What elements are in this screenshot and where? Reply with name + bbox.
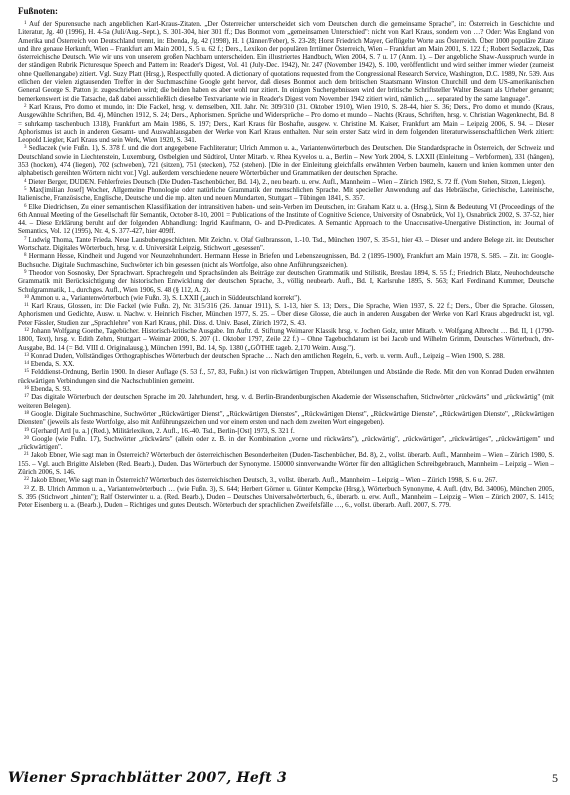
- footnote-number: 1: [24, 21, 27, 26]
- footnote-text: Jakob Ebner, Wie sagt man in Österreich? Wörterbuch der österreichischen Besonderheiten (Duden-Taschenbücher, Bd. 8), 2., vollst. überarb. Aufl., Mannheim – Wien – Zürich 1980, S. 155. – Vgl. auch Brigitte Alsleben (Red. Bearb.), Duden. Das Wörterbuch der Synonyme. 150000 sinnverwandte Wörter für den alltäglichen Schreibgebrauch, Mannheim – Leipzig – Wien – Zürich 2006, S. 146.: [18, 451, 554, 477]
- footnote-5: [18, 186, 554, 203]
- footnote-number: 18: [24, 410, 29, 416]
- footnote-23: [18, 485, 554, 510]
- footnote-number: 4: [24, 178, 27, 184]
- footnote-text: Z. B. Ulrich Ammon u. a., Variantenwörterbuch … (wie Fußn. 3), S. 644; Herbert Görner u. Günter Kempcke (Hrsg.), Wörterbuch Synonyme, 4. Aufl. (dtv, Bd. 34006), München 2005, S. 395 (Stichwort „hinten"); Ralf Osterwinter u. a. (Red. Bearb.), Duden – Deutsches Universalwörterbuch, 6., überarb. u. erw. Aufl., Mannheim – Leipzig – Wien – Zürich 2007, S. 1415; Peter Eisenberg u. a. (Bearb.), Duden – Richtiges und gutes Deutsch. Wörterbuch der sprachlichen Zweifelsfälle …, 6., vollst. überarb. Aufl. 2007, S. 779.: [18, 484, 554, 510]
- footnotes-list: [18, 20, 554, 765]
- footnote-18: [18, 410, 554, 427]
- footnote-13: [18, 352, 554, 360]
- footnote-text: Johann Wolfgang Goethe, Tagebücher. Historisch-kritische Ausgabe. Im Auftr. d. Stiftung Weimarer Klassik hrsg. v. Jochen Golz, unter Mitarb. v. Wolfgang Albrecht … Bd. II, 1 (1790-1800, Text), hrsg. v. Edith Zehm, Stuttgart – Weimar 2000, S. 207 (1. Oktober 1797, Zeile 22 f.) – Ohne Tagebuchdatum ist bei Jacob und Wilhelm Grimm, Deutsches Wörterbuch, dtv-Ausgabe, Bd. 14 (= Bd. VIII d. Originalausg.), München 1991, Bd. 14, Sp. 1380 („GÖTHE tageb. 2,170 Weim. Ausg.").: [18, 326, 554, 352]
- footnote-text: Auf der Spurensuche nach angeblichen Karl-Kraus-Zitaten. „Der Österreicher unterscheidet sich vom Deutschen durch die gemeinsame Sprache", in: Österreich in Geschichte und Literatur, Jg. 40 (1996), H. 4-5a (Juli/Aug.-Sept.), S. 301-304, hier 301 ff.; Das Bonmot vom „gemeinsamen Unterschied": nicht von Karl Kraus, sondern von …? Oder: Was England von Amerika und Österreich von Deutschland trennt, in: Ebenda, Jg. 42 (1998), H. 1 (Jänner/Feber), S. 23-28; Horst Friedrich Mayer, Geflügelte Worte aus Österreich. Über 1000 populäre Zitate und ihre genaue Herkunft, Wien – Frankfurt am Main 2001, S. 5 u. 62 f.; Ders., Lexikon der populären Irrtümer Österreich, Wien – Frankfurt am Main 2001, S. 122 f.; Robert Sedlaczek, Das österreichische Deutsch. Wie wir uns von unserem großen Nachbarn unterscheiden. Ein illustriertes Handbuch, Wien 2004, S. 7 u. 17 (Anm. 1). – Der angebliche Shaw-Ausspruch wurde in der ständigen Rubrik Picturesque Speech and Pattern in: Reader's Digest, Vol. 41 (July-Dec. 1942), Nr. 247 (November 1942), S. 100, veröffentlicht und wird seither immer wieder (zumeist ohne Quellenangabe) zitiert. Vgl. Suzy Platt (Hrsg.), Respectfully quoted. A dictionary of quotations requested from the Congressional Research Service, Washington, D.C. 1989, Nr. 539. Aus etlichen der vielen zigtausenden Treffer in der Suchmaschine Google geht hervor, daß dieses Bonmot auch dem britischen Staatsmann Winston Churchill und dem US-amerikanischen General George S. Patton jr. zugeschrieben wird; die beiden haben es aber wohl nur zitiert. In einigen Suchergebnissen wird der britische Schriftsteller Walter Besant als Urheber genannt; bemerkenswert ist die Tatsache, daß dabei ausschließlich dieselbe Textvariante wie in Reader's Digest vom November 1942 zitiert wird, nämlich „… separated by the same language".: [18, 20, 554, 103]
- footnote-number: 7: [24, 236, 27, 242]
- footnote-21: [18, 451, 554, 476]
- footnote-text: Elke Diedrichsen, Zu einer semantischen Klassifikation der intransitiven haben- und sein-Verben im Deutschen, in: Graham Katz u. a. (Hrsg.), Sinn & Bedeutung VI (Proceedings of the 6th Annual Meeting of the Gesellschaft für Semantik, October 8-10, 2001 = Publications of the Institute of Cognitive Science, University of Osnabrück, Vol 1), Osnabrück 2002, S. 37-52, hier 44. – Diese Erklärung beruht auf der folgenden Abhandlung: Ingrid Kaufmann, O- and D-Predicates. A Semantic Approach to the Unaccusative-Unergative Distinction, in: Journal of Semantics, Vol. 12 (1995), Nr. 4, S. 377-427, hier 409ff.: [18, 202, 554, 236]
- footnote-number: 22: [24, 477, 29, 483]
- footnote-number: 17: [24, 394, 29, 400]
- footnote-text: Google (wie Fußn. 17), Suchwörter „rückwärts" (allein oder z. B. in der Kombination „vorne und rückwärts"), „rückwärtig", „rückwärtiger", „rückwärtiges", „rückwärtigem" und „rückwärtigen".: [18, 434, 554, 452]
- footnote-11: [18, 302, 554, 327]
- footnote-8: [18, 252, 554, 269]
- footnote-number: 12: [24, 327, 29, 333]
- footnote-text: Das digitale Wörterbuch der deutschen Sprache im 20. Jahrhundert, hrsg. v. d. Berlin-Brandenburgischen Akademie der Wissenschaften, Stichwörter „rückwärts" und „rückwärtig" (mit weiteren Belegen).: [18, 393, 554, 410]
- footnote-4: [18, 178, 554, 186]
- footnote-number: 14: [24, 361, 29, 367]
- footnote-number: 21: [24, 452, 29, 458]
- footnote-3: [18, 144, 554, 177]
- footnote-text: Karl Kraus, Glossen, in: Die Fackel (wie Fußn. 2), Nr. 315/316 (26. Januar 1911), S. 1-13, hier S. 13; Ders., Die Sprache, Wien 1937, S. 22 f.; Ders., Über die Sprache. Glossen, Aphorismen und Gedichte, Ausw. u. Nachw. v. Heinrich Fischer, München 1977, S. 25. – Über diese Glosse, die auch in anderen Ausgaben der Werke von Karl Kraus abgedruckt ist, vgl. Peter Fässler, Studien zur „Sprachlehre" von Karl Kraus, phil. Diss. d. Univ. Basel, Zürich 1972, S. 43.: [18, 302, 554, 327]
- footnote-2: [18, 103, 554, 144]
- footnotes-heading: Fußnoten:: [18, 6, 59, 16]
- footnote-19: [18, 427, 554, 435]
- footnote-text: Ebenda, S. 93.: [30, 385, 72, 394]
- footnote-number: 16: [24, 386, 29, 392]
- footnote-7: [18, 236, 554, 253]
- footnote-number: 5: [24, 186, 27, 192]
- footnote-text: Konrad Duden, Vollständiges Orthographisches Wörterbuch der deutschen Sprache … Nach den amtlichen Regeln, 6., verb. u. verm. Aufl., Leipzig – Wien 1900, S. 288.: [30, 351, 505, 360]
- footnote-1: [18, 20, 554, 103]
- footnote-text: Dieter Berger, DUDEN. Fehlerfreies Deutsch (Die Duden-Taschenbücher, Bd. 14), 2., neu bearb. u. erw. Aufl., Mannheim – Wien – Zürich 1982, S. 72 ff. (Vom Stehen, Sitzen, Liegen).: [28, 177, 546, 186]
- footnote-number: 19: [24, 427, 29, 433]
- footnote-17: [18, 393, 554, 410]
- footnote-number: 8: [24, 253, 27, 259]
- journal-title: Wiener Sprachblätter 2007, Heft 3: [8, 770, 287, 786]
- footnote-text: Felddienst-Ordnung, Berlin 1900. In dieser Auflage (S. 53 f., 57, 83, Fußn.) ist von rückwärtigen Truppen, Abteilungen und Abstände die Rede. Mit den von Konrad Duden erwähnten rückwärtigen Verbindungen sind die Nachschublinien gemeint.: [18, 368, 554, 385]
- footnote-number: 10: [24, 294, 29, 300]
- footnote-20: [18, 435, 554, 452]
- footnote-text: Sedlaczek (wie Fußn. 1), S. 378 f. und die dort angegebene Fachliteratur; Ulrich Ammon u. a., Variantenwörterbuch des Deutschen. Die Standardsprache in Österreich, der Schweiz und Deutschland sowie in Liechtenstein, Luxemburg, Ostbelgien und Südtirol, Unter Mitarb. v. Rhea Kyvelos u. a., Berlin – New York 2004, S. LXXII (Einleitung – Verbformen), 331 (hängen), 353 (hocken), 474 (liegen), 702 (schweben), 721 (sitzen), 751 (stecken), 752 (stehen). [Die in der Einleitung gleichfalls erwähnten Verben baumeln, kauern und knien kommen unter den alphabetisch gereihten Wörtern nicht vor.] Vgl. außerdem verschiedene neuere Wörterbücher und Grammatiken der deutschen Sprache.: [18, 144, 554, 178]
- footnote-6: [18, 203, 554, 236]
- footnote-number: 6: [24, 203, 27, 209]
- footnote-number: 15: [24, 369, 29, 375]
- footnote-number: 2: [24, 103, 27, 109]
- footnote-text: Jakob Ebner, Wie sagt man in Österreich? Wörterbuch des österreichischen Deutsch, 3., vollst. überarb. Aufl., Mannheim – Leipzig – Wien – Zürich 1998, S. 6 u. 267.: [30, 476, 498, 485]
- footnote-number: 20: [24, 435, 29, 441]
- footnote-text: Max[imilian Josef] Wocher, Allgemeine Phonologie oder natürliche Grammatik der menschlichen Sprache. Mit specieller Anwendung auf das Hebräische, Griechische, Lateinische, Italienische, Französische, Englische, Deutsche und die mp. alten und neuen Mundarten, Stuttgart – Tübingen 1841, S. 357.: [18, 185, 554, 203]
- footnote-text: Google. Digitale Suchmaschine, Suchwörter „Rückwärtiger Dienst", „Rückwärtigen Dienstes", „Rückwärtigen Dienst", „Rückwärtige Dienste", „Rückwärtigen Dienste", „Rückwärtigen Diensten" (jeweils als feste Wortfolge, also mit Anführungszeichen und vor einem ersten und nach dem zweiten Wort eingegeben).: [18, 409, 554, 427]
- footnote-22: [18, 476, 554, 484]
- footnote-9: [18, 269, 554, 294]
- page-footer: [0, 770, 570, 792]
- footnote-12: [18, 327, 554, 352]
- footnote-text: Ebenda, S. XX.: [30, 360, 75, 369]
- footnote-number: 23: [24, 485, 29, 491]
- footnote-text: Hermann Hesse, Kindheit und Jugend vor Neunzehnhundert. Hermann Hesse in Briefen und Lebenszeugnissen, Bd. 2 (1895-1900), Frankfurt am Main 1978, S. 585. – Zit. in: Google-Buchsuche. Digitale Suchmaschine, Suchwörter ich bin gesessen (nicht als Wortfolge, also ohne Anführungszeichen).: [18, 252, 554, 269]
- footnote-text: Karl Kraus, Pro domo et mundo, in: Die Fackel, hrsg. v. demselben, XII. Jahr. Nr. 309/310 (31. Oktober 1910), Wien 1910, S. 28-44, hier S. 36; Ders., Pro domo et mundo (Kraus, Ausgewählte Schriften, Bd. 4), München 1912, S. 24; Ders., Aphorismen. Sprüche und Widersprüche – Pro domo et mundo – Nachts (Kraus, Schriften, hrsg. v. Christian Wagenknecht, Bd. 8 = suhrkamp taschenbuch 1318), Frankfurt am Main 1986, S. 197; Ders., Karl Kraus für Boshafte, ausgew. v. Christine M. Kaiser, Frankfurt am Main – Leipzig 2006, S. 94. – Dieser Aphorismus ist auch in anderen Gesamt- und Auswahlausgaben der Werke von Karl Kraus enthalten. Nur sein erster Satz wird in dem folgenden literaturwissenschaftlichen Werk zitiert: Leopold Liegler, Karl Kraus und sein Werk, Wien 1920, S. 341.: [18, 102, 554, 145]
- footnote-text: Ammon u. a., Variantenwörterbuch (wie Fußn. 3), S. LXXII („auch in Süddeutschland korrekt").: [30, 293, 302, 302]
- footnote-text: Ludwig Thoma, Tante Frieda. Neue Lausbubengeschichten. Mit Zeichn. v. Olaf Gulbransson, 1.-10. Tsd., München 1907, S. 35-51, hier 43. – Dieser und andere Belege zit. in: Deutscher Wortschatz. Digitales Wörterbuch, hrsg. v. d. Universität Leipzig, Stichwort „gesessen".: [18, 235, 554, 253]
- footnote-15: [18, 368, 554, 385]
- footnote-number: 13: [24, 352, 29, 358]
- footnote-text: Theodor von Sosnosky, Der Sprachwart. Sprachregeln und Sprachsünden als Beiträge zur deutschen Grammatik und Stilistik, Breslau 1894, S. 55 f.; Friedrich Blatz, Neuhochdeutsche Grammatik mit Berücksichtigung der historischen Entwicklung der deutschen Sprache, 3., völlig neubearb. Aufl., Bd. I, Karlsruhe 1895, S. 563; Karl Ferdinand Kummer, Deutsche Schulgrammatik, 1., durchges. Aufl., Wien 1906, S. 48 (§ 112, A. 2).: [18, 268, 554, 294]
- footnote-16: [18, 385, 554, 393]
- footnote-number: 11: [24, 303, 29, 309]
- footnote-number: 9: [24, 269, 27, 275]
- footnote-text: G[erhard] Artl [u. a.] (Red.), Militärlexikon, 2. Aufl., 16.-40. Tsd., Berlin-[Ost] 1973, S. 321 f.: [30, 426, 295, 435]
- footnote-10: [18, 294, 554, 302]
- page-number: 5: [552, 771, 558, 785]
- footnote-number: 3: [24, 145, 27, 151]
- footnote-14: [18, 360, 554, 368]
